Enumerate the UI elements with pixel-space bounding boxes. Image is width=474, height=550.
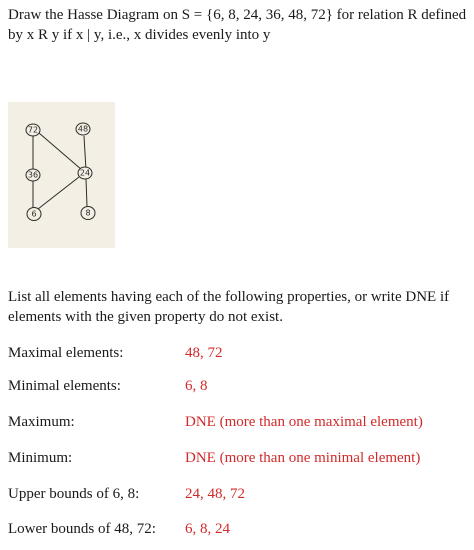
node-label-72: 72 bbox=[27, 125, 39, 135]
property-answer: 6, 8 bbox=[185, 378, 208, 394]
property-row-maximum bbox=[8, 412, 474, 432]
hasse-diagram bbox=[8, 102, 115, 248]
node-label-6: 6 bbox=[31, 209, 37, 219]
instructions: List all elements having each of the following properties, or write DNE if elements with the given property do not exist. bbox=[8, 289, 450, 325]
edge-48-24 bbox=[84, 136, 86, 170]
edge-72-24 bbox=[39, 133, 82, 170]
property-label: Maximum: bbox=[8, 414, 75, 430]
property-label: Maximal elements: bbox=[8, 345, 124, 361]
node-label-8: 8 bbox=[85, 208, 91, 218]
property-row-maximal bbox=[8, 343, 474, 363]
property-answer: 6, 8, 24 bbox=[185, 521, 230, 537]
property-row-lower-bounds bbox=[8, 519, 474, 539]
problem-statement: Draw the Hasse Diagram on S = {6, 8, 24, 36, 48, 72} for relation R defined by x R y if x | y, i.e., x divides evenly into y bbox=[8, 7, 467, 43]
property-answer: 48, 72 bbox=[185, 345, 223, 361]
property-answer: 24, 48, 72 bbox=[185, 486, 245, 502]
property-answer: DNE (more than one maximal element) bbox=[185, 414, 423, 430]
property-row-upper-bounds bbox=[8, 484, 474, 504]
property-label: Minimum: bbox=[8, 450, 73, 466]
property-label: Lower bounds of 48, 72: bbox=[8, 521, 156, 537]
property-answer: DNE (more than one minimal element) bbox=[185, 450, 421, 466]
edge-24-8 bbox=[86, 179, 87, 206]
node-label-48: 48 bbox=[77, 124, 89, 134]
property-row-minimum bbox=[8, 448, 474, 468]
edge-24-6 bbox=[38, 177, 79, 209]
node-label-36: 36 bbox=[27, 170, 39, 180]
node-label-24: 24 bbox=[79, 168, 91, 178]
property-label: Upper bounds of 6, 8: bbox=[8, 486, 140, 502]
hasse-diagram-svg bbox=[8, 102, 115, 248]
property-label: Minimal elements: bbox=[8, 378, 121, 394]
property-row-minimal bbox=[8, 376, 474, 396]
